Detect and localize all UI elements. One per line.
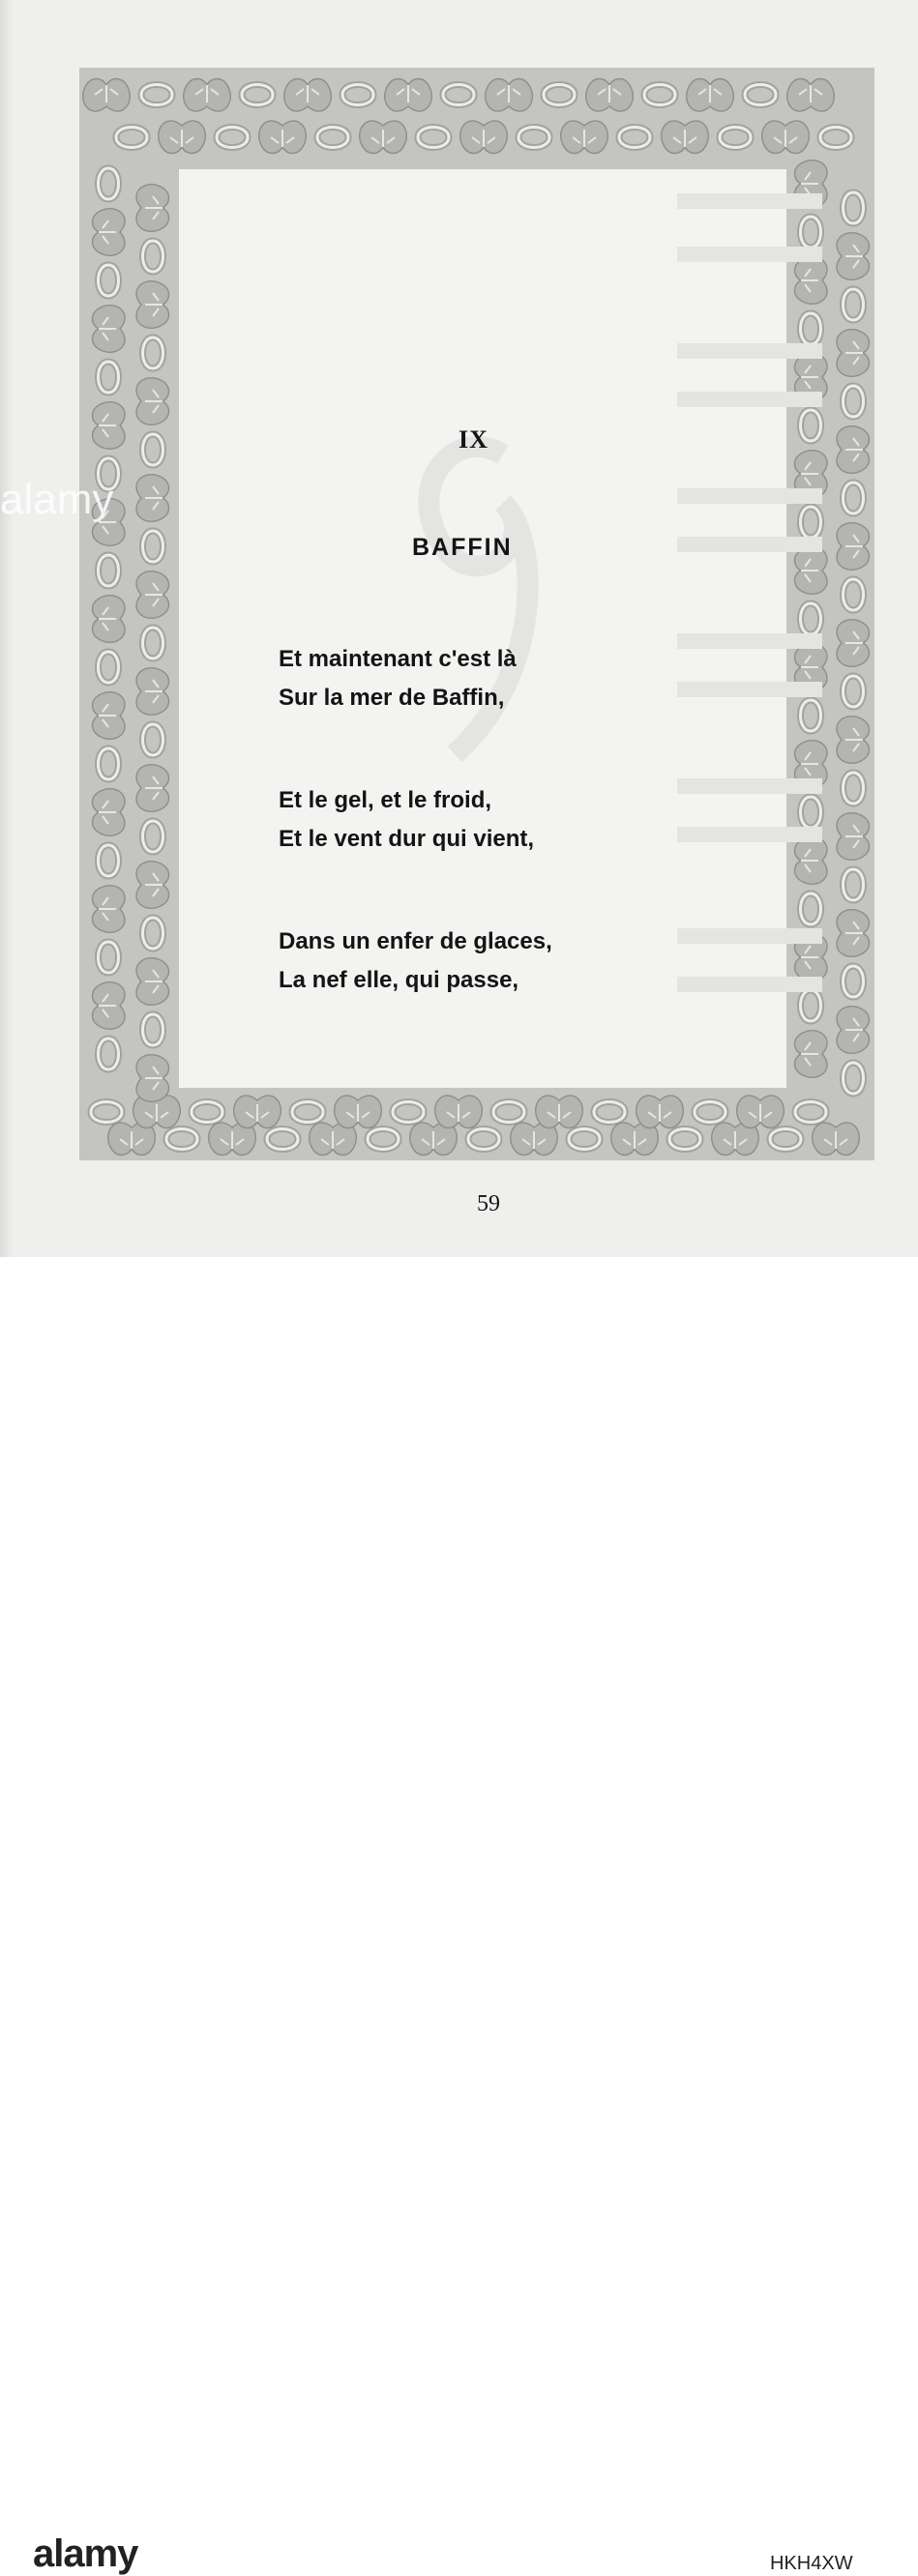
verse-line: La nef elle, qui passe, [279, 967, 519, 993]
page-number: 59 [477, 1191, 500, 1216]
ornamental-border [0, 0, 918, 1257]
stanza-3 [279, 922, 552, 1000]
image-id-label: HKH4XW [770, 2553, 853, 2574]
stanza-1 [279, 640, 517, 717]
alamy-logo: alamy [33, 2532, 138, 2575]
chapter-number: IX [459, 425, 489, 454]
book-page [0, 0, 918, 1257]
verse-line: Et le vent dur qui vient, [279, 826, 535, 852]
poem-title: BAFFIN [412, 534, 513, 561]
stanza-2 [279, 781, 534, 859]
watermark-strip [0, 1257, 918, 2575]
verse-line: Et maintenant c'est là [279, 646, 517, 672]
verse-line: Dans un enfer de glaces, [279, 928, 552, 954]
verse-line: Sur la mer de Baffin, [279, 685, 505, 711]
verse-line: Et le gel, et le froid, [279, 787, 492, 813]
ghost-watermark-logo: alamy [0, 476, 114, 523]
